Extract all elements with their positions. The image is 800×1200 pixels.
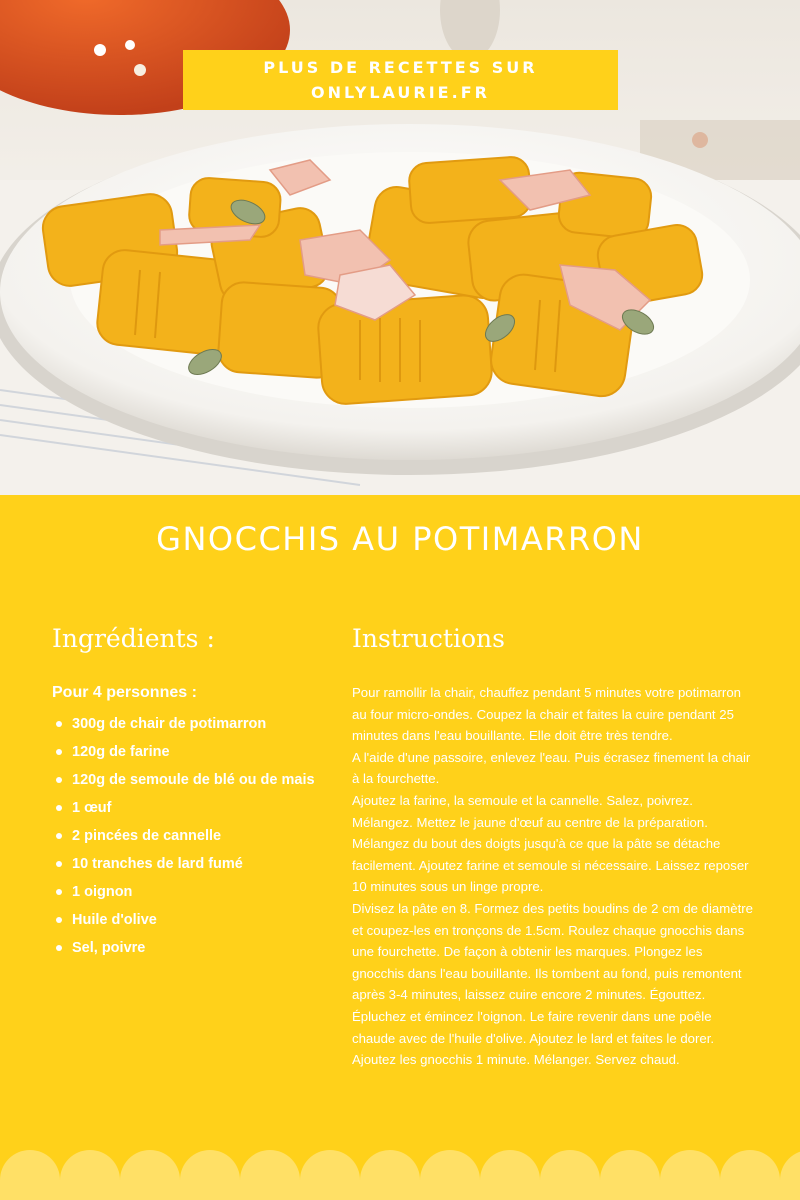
ingredient-item: 120g de semoule de blé ou de mais	[52, 768, 342, 796]
promo-banner[interactable]	[183, 50, 618, 110]
instructions-heading: Instructions	[352, 624, 505, 653]
instruction-step: A l'aide d'une passoire, enlevez l'eau. Puis écrasez finement la chair à la fourchette.	[352, 749, 751, 787]
ingredient-item: Sel, poivre	[52, 936, 342, 964]
ingredient-item: 2 pincées de cannelle	[52, 824, 342, 852]
ingredient-item: 1 œuf	[52, 796, 342, 824]
ingredient-item: 300g de chair de potimarron	[52, 712, 342, 740]
instruction-step: Épluchez et émincez l'oignon. Le faire revenir dans une poêle chaude avec de l'huile d'olive. Ajoutez le lard et faites le dorer. Ajoutez les gnocchis 1 minute. Mélanger. Servez chaud.	[352, 1008, 715, 1068]
ingredient-item: 10 tranches de lard fumé	[52, 852, 342, 880]
ingredient-item: Huile d'olive	[52, 908, 342, 936]
ingredients-heading: Ingrédients :	[52, 624, 215, 653]
banner-line-1: PLUS DE RECETTES SUR	[263, 58, 538, 77]
scalloped-footer-decoration	[0, 1140, 800, 1200]
ingredient-list	[52, 712, 342, 964]
instruction-step: Divisez la pâte en 8. Formez des petits boudins de 2 cm de diamètre et coupez-les en tronçons de 1.5cm. Roulez chaque gnocchis dans une fourchette. De façon à obtenir les marques. Plongez les gnocchis dans l'eau bouillante. Ils tombent au fond, puis remontent après 3-4 minutes, laissez cuire encore 2 minutes. Égouttez.	[352, 900, 753, 1003]
ingredient-item: 1 oignon	[52, 880, 342, 908]
instructions-body	[352, 682, 757, 1071]
instruction-step: Ajoutez la farine, la semoule et la cannelle. Salez, poivrez. Mélangez. Mettez le jaune d'œuf au centre de la préparation. Mélangez du bout des doigts jusqu'à ce que la pâte se détache facilement. Ajoutez farine et semoule si nécessaire. Laissez reposer 10 minutes sous un linge propre.	[352, 792, 749, 895]
recipe-title: GNOCCHIS AU POTIMARRON	[156, 520, 644, 558]
banner-line-2: ONLYLAURIE.FR	[311, 83, 490, 102]
ingredient-item: 120g de farine	[52, 740, 342, 768]
instruction-step: Pour ramollir la chair, chauffez pendant 5 minutes votre potimarron au four micro-ondes. Coupez la chair et faites la cuire pendant 25 minutes dans l'eau bouillante. Elle doit être très tendre.	[352, 685, 741, 744]
servings-label: Pour 4 personnes :	[52, 684, 197, 701]
recipe-photo	[0, 0, 800, 495]
